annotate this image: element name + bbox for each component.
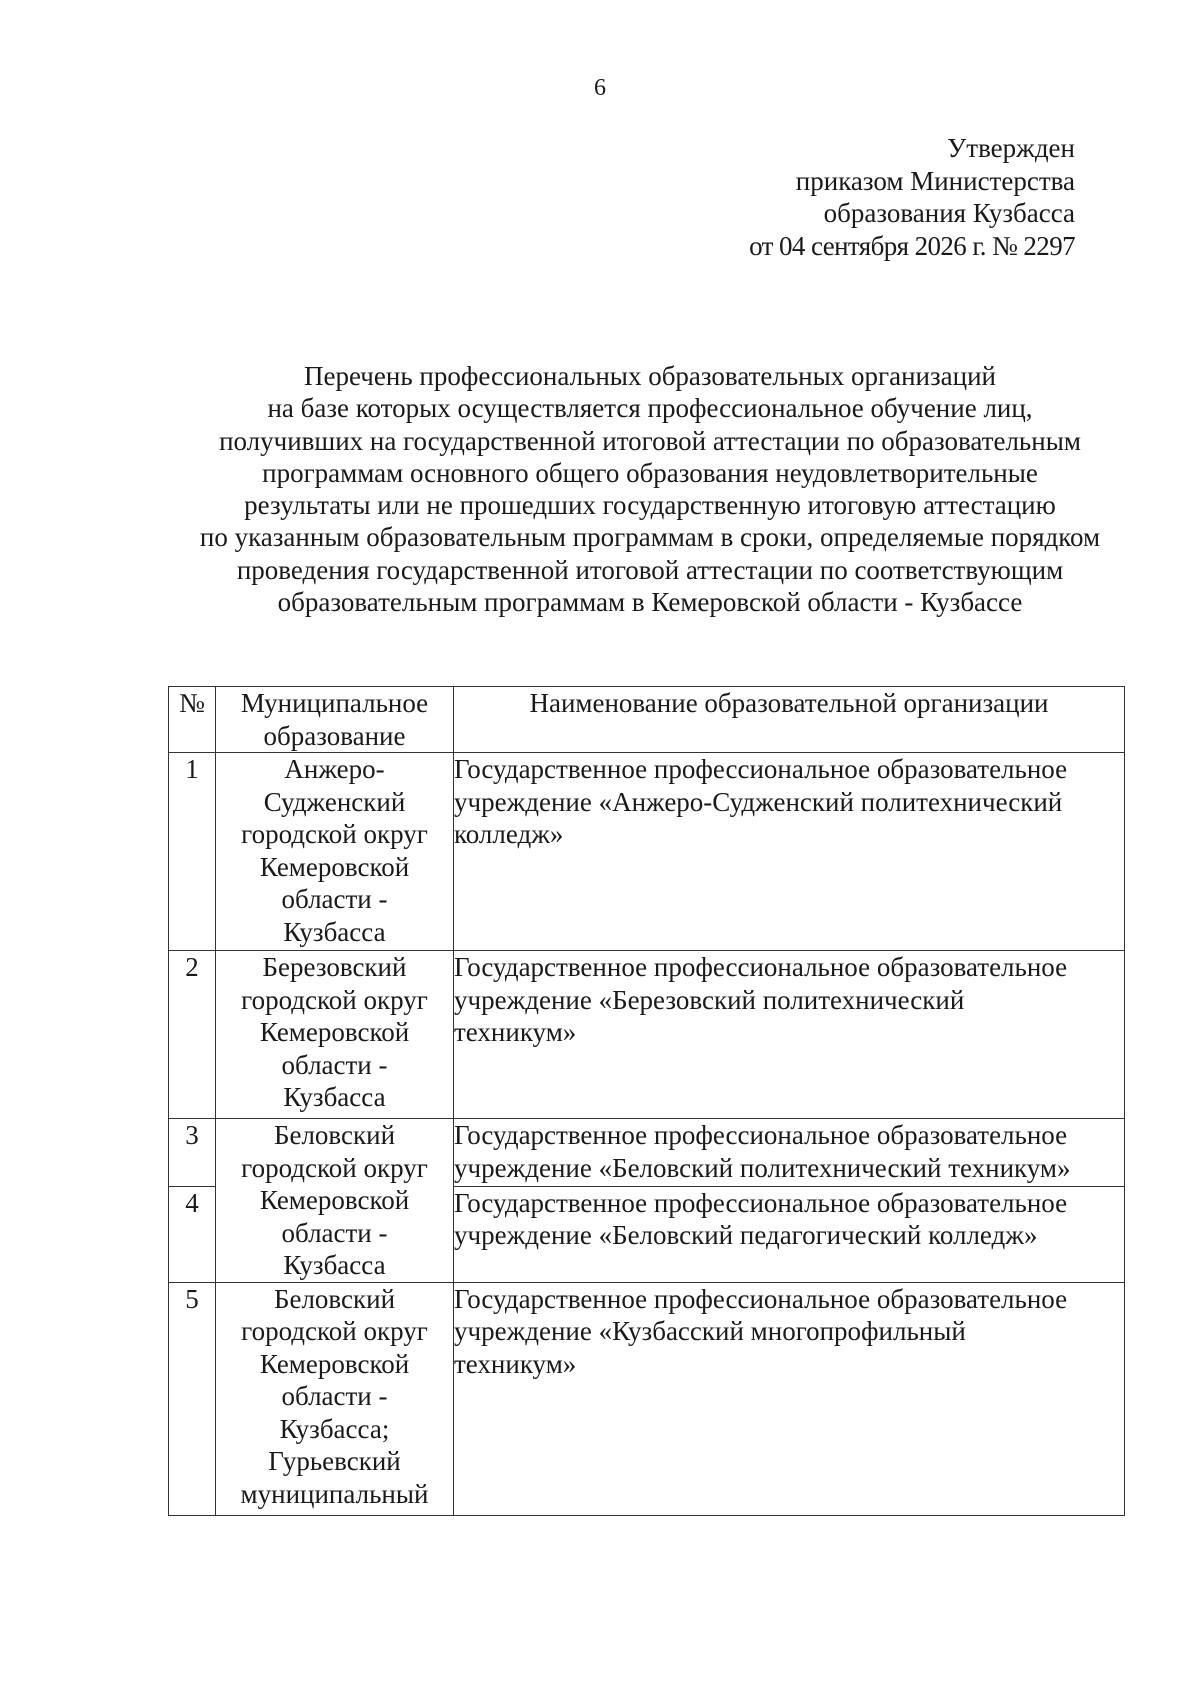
organization-cell bbox=[454, 1119, 1125, 1187]
organization-line: учреждение «Березовский политехнический bbox=[454, 984, 965, 1015]
municipality-line: городской округ bbox=[241, 1316, 428, 1346]
organization-line: Государственное профессиональное образовательное bbox=[454, 1187, 1068, 1218]
table-row bbox=[169, 753, 1125, 951]
row-number: 1 bbox=[169, 753, 216, 951]
municipality-line: Судженский bbox=[263, 786, 406, 817]
header-organization: Наименование образовательной организации bbox=[454, 687, 1125, 753]
organization-cell bbox=[454, 1282, 1125, 1515]
organization-line: учреждение «Беловский педагогический колледж» bbox=[454, 1220, 1038, 1251]
municipality-line: муниципальный bbox=[240, 1478, 429, 1509]
approval-line: приказом Министерства bbox=[795, 165, 1075, 196]
municipality-line: Беловский bbox=[273, 1283, 396, 1314]
municipality-cell bbox=[216, 1282, 454, 1515]
organization-line: техникум» bbox=[454, 1017, 577, 1047]
page-number: 6 bbox=[594, 75, 606, 101]
municipality-line: Кемеровской bbox=[259, 1185, 410, 1215]
municipality-line: городской округ bbox=[241, 1152, 428, 1183]
title-line: получивших на государственной итоговой аттестации по образовательным bbox=[219, 425, 1081, 456]
municipality-line: Кузбасса; bbox=[279, 1413, 390, 1444]
municipality-cell bbox=[216, 753, 454, 951]
title-line: программам основного общего образования неудовлетворительные bbox=[262, 457, 1038, 488]
municipality-line: Кузбасса bbox=[283, 916, 386, 947]
document-title bbox=[60, 360, 1200, 618]
approval-line: Утвержден bbox=[947, 133, 1075, 163]
header-municipality-line: образование bbox=[263, 720, 406, 751]
organization-line: техникум» bbox=[454, 1348, 577, 1379]
municipality-line: городской округ bbox=[241, 819, 428, 849]
municipality-line: Кузбасса bbox=[283, 1082, 386, 1112]
table-row bbox=[169, 1119, 1125, 1187]
municipality-line: Кемеровской bbox=[259, 1017, 410, 1047]
row-number: 3 bbox=[169, 1119, 216, 1187]
row-number: 5 bbox=[169, 1282, 216, 1515]
municipality-line: области - bbox=[281, 884, 388, 914]
title-line: образовательным программам в Кемеровской области - Кузбассе bbox=[277, 587, 1023, 618]
organization-line: Государственное профессиональное образовательное bbox=[454, 1120, 1068, 1150]
organization-cell bbox=[454, 753, 1125, 951]
municipality-line: Кемеровской bbox=[259, 1348, 410, 1379]
municipality-cell bbox=[216, 951, 454, 1119]
organizations-table bbox=[168, 686, 1125, 1516]
title-line: проведения государственной итоговой аттестации по соответствующим bbox=[236, 554, 1064, 585]
organization-line: Государственное профессиональное образовательное bbox=[454, 952, 1068, 982]
table-header-row bbox=[169, 687, 1125, 753]
organization-line: колледж» bbox=[454, 819, 564, 849]
approval-date: от 04 сентября 2026 г. № 2297 bbox=[749, 230, 1075, 261]
row-number: 4 bbox=[169, 1186, 216, 1282]
municipality-line: Беловский bbox=[273, 1120, 396, 1150]
organization-line: учреждение «Кузбасский многопрофильный bbox=[454, 1316, 966, 1346]
table-row bbox=[169, 1282, 1125, 1515]
municipality-line: Кузбасса bbox=[283, 1250, 386, 1280]
municipality-line: области - bbox=[281, 1217, 388, 1248]
municipality-line: области - bbox=[281, 1049, 388, 1080]
header-number: № bbox=[169, 687, 216, 753]
organization-line: Государственное профессиональное образовательное bbox=[454, 754, 1068, 784]
organization-line: учреждение «Анжеро-Судженский политехнический bbox=[454, 786, 1063, 817]
header-municipality bbox=[216, 687, 454, 753]
municipality-line: городской округ bbox=[241, 984, 428, 1015]
title-line: по указанным образовательным программам в сроки, определяемые порядком bbox=[199, 522, 1101, 553]
approval-block bbox=[475, 132, 1075, 262]
municipality-line: области - bbox=[281, 1381, 388, 1411]
municipality-line: Березовский bbox=[262, 952, 407, 982]
municipality-line: Кемеровской bbox=[259, 851, 410, 882]
title-line: результаты или не прошедших государственную итоговую аттестацию bbox=[244, 490, 1056, 521]
municipality-line: Гурьевский bbox=[268, 1446, 401, 1476]
table-row bbox=[169, 951, 1125, 1119]
organization-line: учреждение «Беловский политехнический техникум» bbox=[454, 1152, 1071, 1183]
organization-cell bbox=[454, 1186, 1125, 1282]
organization-cell bbox=[454, 951, 1125, 1119]
municipality-cell bbox=[216, 1119, 454, 1283]
approval-line: образования Кузбасса bbox=[823, 198, 1075, 228]
row-number: 2 bbox=[169, 951, 216, 1119]
title-line: Перечень профессиональных образовательных организаций bbox=[304, 361, 996, 391]
organization-line: Государственное профессиональное образовательное bbox=[454, 1283, 1068, 1314]
municipality-line: Анжеро- bbox=[284, 754, 385, 784]
title-line: на базе которых осуществляется профессиональное обучение лиц, bbox=[267, 393, 1033, 424]
header-municipality-line: Муниципальное bbox=[240, 688, 429, 718]
